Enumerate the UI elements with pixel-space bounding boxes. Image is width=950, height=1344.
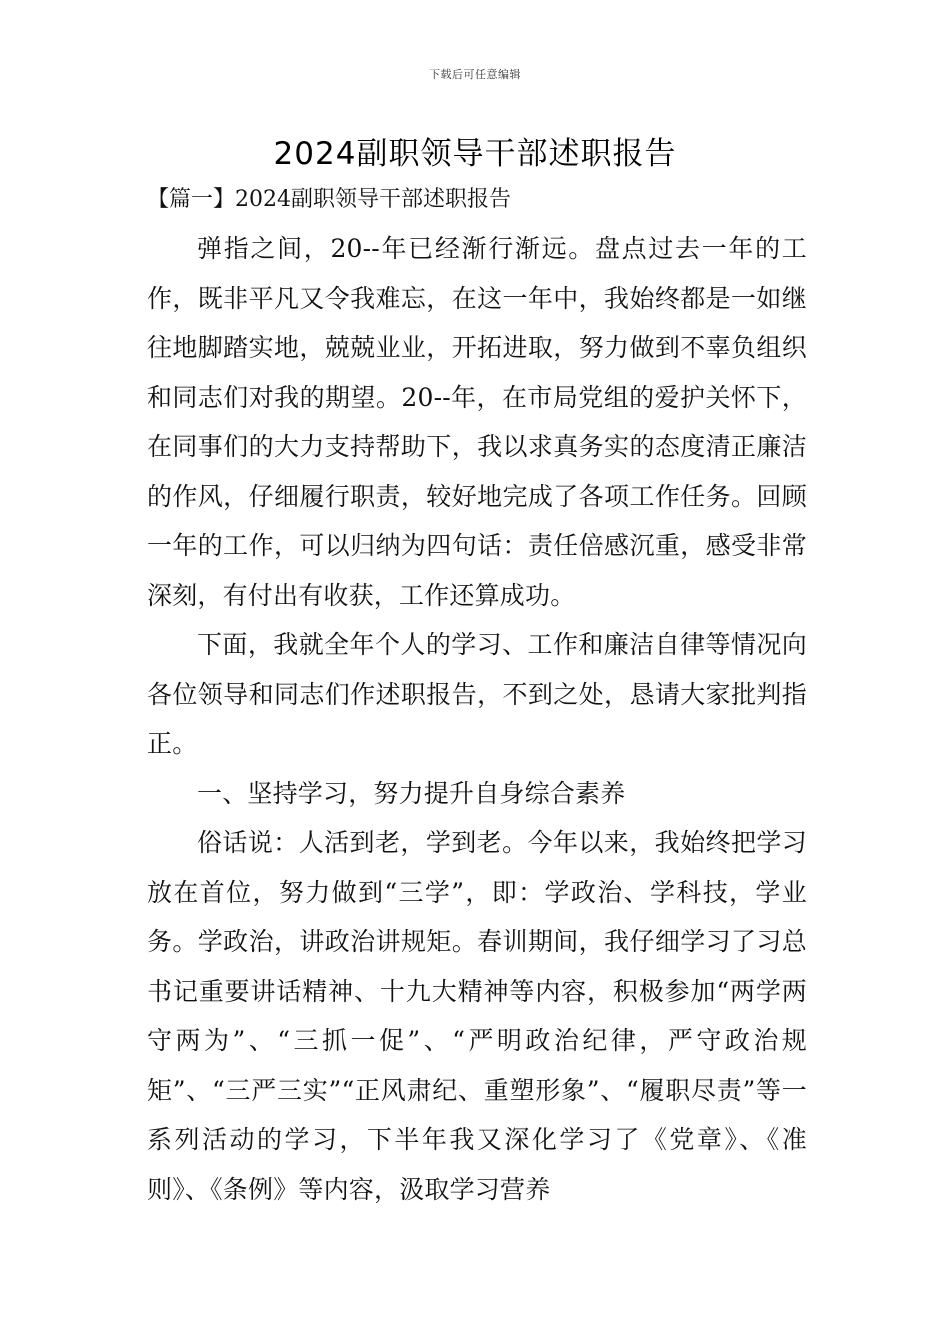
paragraph-preface: 下面，我就全年个人的学习、工作和廉洁自律等情况向各位领导和同志们作述职报告，不到之处，恳请大家批判指正。 [147, 630, 807, 758]
paragraph-intro: 弹指之间，20--年已经渐行渐远。盘点过去一年的工作，既非平凡又令我难忘，在这一年中，我始终都是一如继往地脚踏实地，兢兢业业，开拓进取，努力做到不辜负组织和同志们对我的期望。20--年，在市局党组的爱护关怀下，在同事们的大力支持帮助下，我以求真务实的态度清正廉洁的作风，仔细履行职责，较好地完成了各项工作任务。回顾一年的工作，可以归纳为四句话：责任倍感沉重，感受非常深刻，有付出有收获，工作还算成功。 [147, 234, 807, 610]
download-note: 下载后可任意编辑 [429, 68, 521, 81]
subheading-study: 一、坚持学习，努力提升自身综合素养 [197, 778, 626, 808]
document-body [147, 224, 807, 1214]
document-title: 2024副职领导干部述职报告 [273, 136, 677, 172]
section-heading: 【篇一】2024副职领导干部述职报告 [147, 187, 511, 212]
paragraph-study: 俗话说：人活到老，学到老。今年以来，我始终把学习放在首位，努力做到“三学”，即：学政治、学科技，学业务。学政治，讲政治讲规矩。春训期间，我仔细学习了习总书记重要讲话精神、十九大精神等内容，积极参加“两学两守两为”、“三抓一促”、“严明政治纪律，严守政治规矩”、“三严三实”“正风肃纪、重塑形象”、“履职尽责”等一系列活动的学习，下半年我又深化学习了《党章》、《准则》、《条例》等内容，汲取学习营养 [147, 828, 807, 1204]
